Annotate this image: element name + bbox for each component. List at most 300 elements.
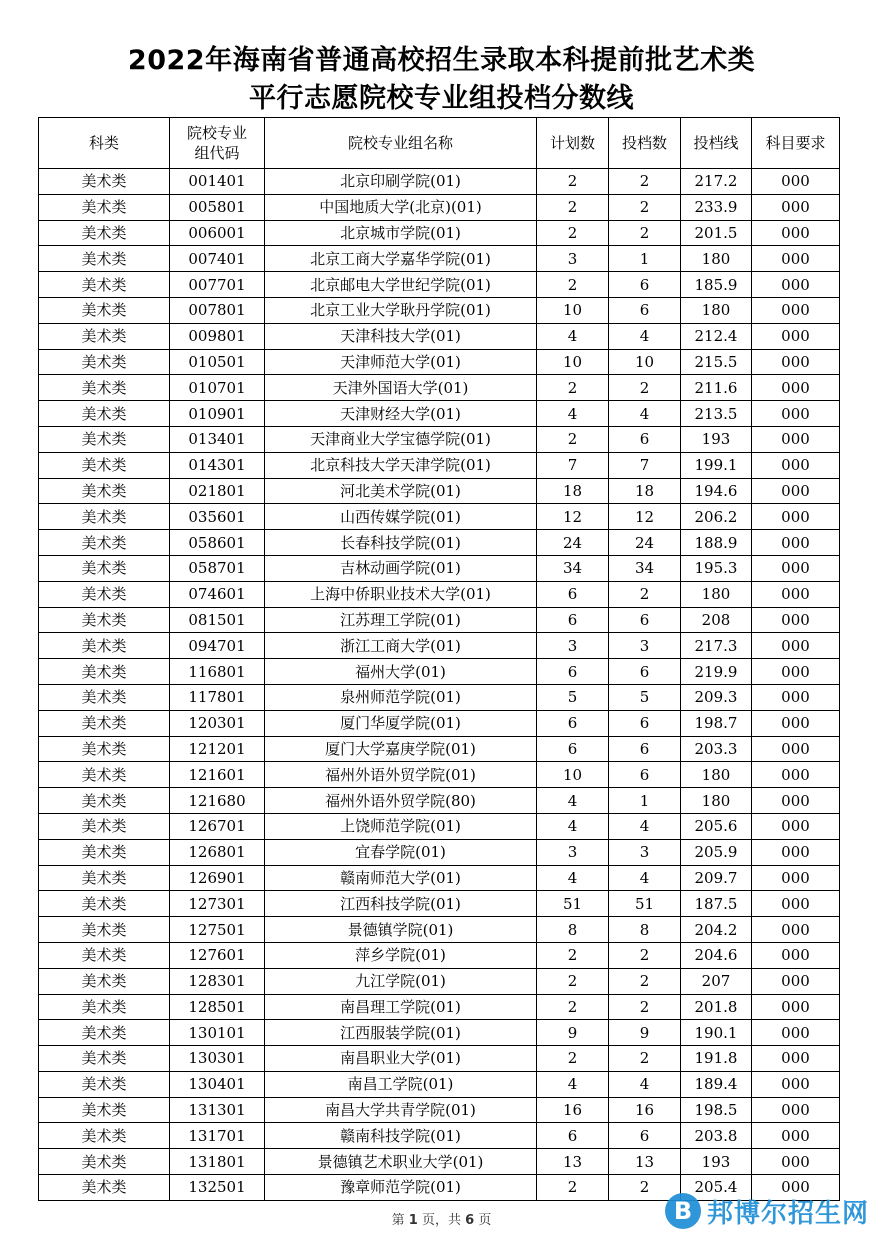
cell-plan-count: 4 bbox=[537, 1071, 609, 1097]
cell-subject-requirement: 000 bbox=[752, 452, 840, 478]
cell-group-name: 吉林动画学院(01) bbox=[265, 555, 537, 581]
table-row bbox=[39, 1149, 840, 1175]
header-group-code bbox=[170, 118, 265, 169]
cell-plan-count: 2 bbox=[537, 220, 609, 246]
cell-subject-requirement: 000 bbox=[752, 942, 840, 968]
cell-group-name: 天津师范大学(01) bbox=[265, 349, 537, 375]
cell-filed-count: 13 bbox=[609, 1149, 681, 1175]
cell-category: 美术类 bbox=[39, 1097, 170, 1123]
cell-subject-requirement: 000 bbox=[752, 813, 840, 839]
cell-subject-requirement: 000 bbox=[752, 1071, 840, 1097]
cell-category: 美术类 bbox=[39, 581, 170, 607]
cell-group-name: 北京城市学院(01) bbox=[265, 220, 537, 246]
cell-plan-count: 18 bbox=[537, 478, 609, 504]
cell-category: 美术类 bbox=[39, 684, 170, 710]
cell-cutoff-score: 194.6 bbox=[681, 478, 752, 504]
cell-subject-requirement: 000 bbox=[752, 272, 840, 298]
document-title-line1: 2022年海南省普通高校招生录取本科提前批艺术类 bbox=[127, 45, 756, 76]
footer-prefix: 第 bbox=[391, 1213, 405, 1228]
cell-category: 美术类 bbox=[39, 1020, 170, 1046]
cell-filed-count: 6 bbox=[609, 1123, 681, 1149]
cell-group-code: 127501 bbox=[170, 917, 265, 943]
cell-group-code: 121680 bbox=[170, 788, 265, 814]
cell-category: 美术类 bbox=[39, 659, 170, 685]
cell-category: 美术类 bbox=[39, 246, 170, 272]
cell-group-code: 117801 bbox=[170, 684, 265, 710]
cell-subject-requirement: 000 bbox=[752, 736, 840, 762]
cell-plan-count: 2 bbox=[537, 194, 609, 220]
cell-group-code: 010701 bbox=[170, 375, 265, 401]
cell-filed-count: 2 bbox=[609, 169, 681, 195]
table-row bbox=[39, 917, 840, 943]
cell-category: 美术类 bbox=[39, 710, 170, 736]
table-row bbox=[39, 762, 840, 788]
cell-cutoff-score: 187.5 bbox=[681, 891, 752, 917]
cell-filed-count: 7 bbox=[609, 452, 681, 478]
table-body bbox=[39, 169, 840, 1201]
cell-category: 美术类 bbox=[39, 555, 170, 581]
cell-plan-count: 6 bbox=[537, 710, 609, 736]
cell-plan-count: 2 bbox=[537, 1175, 609, 1201]
table-row bbox=[39, 788, 840, 814]
cell-filed-count: 5 bbox=[609, 684, 681, 710]
cell-cutoff-score: 209.3 bbox=[681, 684, 752, 710]
cell-plan-count: 4 bbox=[537, 813, 609, 839]
table-row bbox=[39, 478, 840, 504]
cell-filed-count: 18 bbox=[609, 478, 681, 504]
table-row bbox=[39, 994, 840, 1020]
cell-group-name: 北京科技大学天津学院(01) bbox=[265, 452, 537, 478]
cell-cutoff-score: 217.2 bbox=[681, 169, 752, 195]
cell-subject-requirement: 000 bbox=[752, 710, 840, 736]
cell-cutoff-score: 180 bbox=[681, 297, 752, 323]
cell-plan-count: 6 bbox=[537, 607, 609, 633]
cell-plan-count: 51 bbox=[537, 891, 609, 917]
cell-cutoff-score: 201.5 bbox=[681, 220, 752, 246]
cell-plan-count: 12 bbox=[537, 504, 609, 530]
cell-subject-requirement: 000 bbox=[752, 917, 840, 943]
cell-plan-count: 34 bbox=[537, 555, 609, 581]
table-row bbox=[39, 891, 840, 917]
cell-cutoff-score: 201.8 bbox=[681, 994, 752, 1020]
cell-subject-requirement: 000 bbox=[752, 375, 840, 401]
cell-group-name: 上海中侨职业技术大学(01) bbox=[265, 581, 537, 607]
table-row bbox=[39, 607, 840, 633]
cell-plan-count: 3 bbox=[537, 633, 609, 659]
cell-filed-count: 4 bbox=[609, 323, 681, 349]
cell-filed-count: 51 bbox=[609, 891, 681, 917]
cell-filed-count: 34 bbox=[609, 555, 681, 581]
cell-plan-count: 2 bbox=[537, 1046, 609, 1072]
cell-filed-count: 3 bbox=[609, 839, 681, 865]
cell-cutoff-score: 205.9 bbox=[681, 839, 752, 865]
table-row bbox=[39, 323, 840, 349]
table-row bbox=[39, 1020, 840, 1046]
table-row bbox=[39, 349, 840, 375]
cell-group-code: 121601 bbox=[170, 762, 265, 788]
cell-group-code: 126901 bbox=[170, 865, 265, 891]
cell-filed-count: 2 bbox=[609, 1046, 681, 1072]
cell-group-code: 130401 bbox=[170, 1071, 265, 1097]
cell-category: 美术类 bbox=[39, 401, 170, 427]
cell-category: 美术类 bbox=[39, 375, 170, 401]
footer-suffix: 页 bbox=[478, 1213, 492, 1228]
cell-plan-count: 4 bbox=[537, 323, 609, 349]
cell-group-name: 北京工商大学嘉华学院(01) bbox=[265, 246, 537, 272]
cell-category: 美术类 bbox=[39, 169, 170, 195]
table-row bbox=[39, 272, 840, 298]
cell-plan-count: 10 bbox=[537, 762, 609, 788]
watermark-text: 邦博尔招生网 bbox=[706, 1198, 869, 1229]
cell-group-code: 035601 bbox=[170, 504, 265, 530]
table-row bbox=[39, 246, 840, 272]
cell-plan-count: 2 bbox=[537, 375, 609, 401]
cell-plan-count: 6 bbox=[537, 736, 609, 762]
cell-group-name: 江西科技学院(01) bbox=[265, 891, 537, 917]
cell-group-name: 中国地质大学(北京)(01) bbox=[265, 194, 537, 220]
cell-filed-count: 12 bbox=[609, 504, 681, 530]
cell-category: 美术类 bbox=[39, 788, 170, 814]
cell-group-name: 江苏理工学院(01) bbox=[265, 607, 537, 633]
cell-filed-count: 2 bbox=[609, 581, 681, 607]
cell-filed-count: 6 bbox=[609, 762, 681, 788]
cell-subject-requirement: 000 bbox=[752, 323, 840, 349]
cell-subject-requirement: 000 bbox=[752, 968, 840, 994]
cell-group-code: 058701 bbox=[170, 555, 265, 581]
cell-filed-count: 6 bbox=[609, 272, 681, 298]
cell-group-code: 132501 bbox=[170, 1175, 265, 1201]
cell-group-code: 116801 bbox=[170, 659, 265, 685]
cell-group-name: 北京印刷学院(01) bbox=[265, 169, 537, 195]
cell-category: 美术类 bbox=[39, 426, 170, 452]
footer-total-pages: 6 bbox=[465, 1213, 475, 1228]
cell-subject-requirement: 000 bbox=[752, 659, 840, 685]
cell-filed-count: 6 bbox=[609, 710, 681, 736]
cell-category: 美术类 bbox=[39, 1046, 170, 1072]
cell-group-code: 014301 bbox=[170, 452, 265, 478]
table-row bbox=[39, 194, 840, 220]
cell-subject-requirement: 000 bbox=[752, 865, 840, 891]
cell-category: 美术类 bbox=[39, 504, 170, 530]
cell-category: 美术类 bbox=[39, 865, 170, 891]
cell-group-code: 013401 bbox=[170, 426, 265, 452]
cell-category: 美术类 bbox=[39, 891, 170, 917]
cell-cutoff-score: 180 bbox=[681, 788, 752, 814]
cell-cutoff-score: 209.7 bbox=[681, 865, 752, 891]
table-row bbox=[39, 220, 840, 246]
table-row bbox=[39, 401, 840, 427]
table-row bbox=[39, 555, 840, 581]
cell-group-code: 007401 bbox=[170, 246, 265, 272]
cell-group-code: 131801 bbox=[170, 1149, 265, 1175]
table-header-row bbox=[39, 118, 840, 169]
cell-group-code: 081501 bbox=[170, 607, 265, 633]
table-row bbox=[39, 684, 840, 710]
cell-plan-count: 6 bbox=[537, 659, 609, 685]
cell-group-name: 豫章师范学院(01) bbox=[265, 1175, 537, 1201]
cell-cutoff-score: 189.4 bbox=[681, 1071, 752, 1097]
cell-plan-count: 2 bbox=[537, 169, 609, 195]
table-row bbox=[39, 581, 840, 607]
cell-filed-count: 4 bbox=[609, 401, 681, 427]
table-row bbox=[39, 375, 840, 401]
table-row bbox=[39, 659, 840, 685]
cell-group-code: 126801 bbox=[170, 839, 265, 865]
header-filed-count: 投档数 bbox=[609, 118, 681, 169]
header-subject-requirement: 科目要求 bbox=[752, 118, 840, 169]
cell-plan-count: 9 bbox=[537, 1020, 609, 1046]
cell-group-name: 南昌大学共青学院(01) bbox=[265, 1097, 537, 1123]
cell-subject-requirement: 000 bbox=[752, 478, 840, 504]
cell-subject-requirement: 000 bbox=[752, 684, 840, 710]
cell-category: 美术类 bbox=[39, 478, 170, 504]
cell-cutoff-score: 233.9 bbox=[681, 194, 752, 220]
cell-subject-requirement: 000 bbox=[752, 401, 840, 427]
cell-group-code: 006001 bbox=[170, 220, 265, 246]
cell-cutoff-score: 180 bbox=[681, 581, 752, 607]
header-group-code-line2: 组代码 bbox=[194, 144, 240, 162]
cell-cutoff-score: 180 bbox=[681, 762, 752, 788]
cell-subject-requirement: 000 bbox=[752, 788, 840, 814]
cell-subject-requirement: 000 bbox=[752, 1046, 840, 1072]
cell-plan-count: 5 bbox=[537, 684, 609, 710]
cell-cutoff-score: 180 bbox=[681, 246, 752, 272]
cell-subject-requirement: 000 bbox=[752, 1020, 840, 1046]
cell-group-name: 浙江工商大学(01) bbox=[265, 633, 537, 659]
cell-filed-count: 4 bbox=[609, 813, 681, 839]
cell-filed-count: 2 bbox=[609, 942, 681, 968]
cell-filed-count: 6 bbox=[609, 426, 681, 452]
cell-plan-count: 7 bbox=[537, 452, 609, 478]
cell-category: 美术类 bbox=[39, 607, 170, 633]
cell-plan-count: 2 bbox=[537, 968, 609, 994]
cell-group-name: 景德镇艺术职业大学(01) bbox=[265, 1149, 537, 1175]
cell-cutoff-score: 185.9 bbox=[681, 272, 752, 298]
cell-subject-requirement: 000 bbox=[752, 169, 840, 195]
cell-group-code: 127301 bbox=[170, 891, 265, 917]
cell-group-code: 094701 bbox=[170, 633, 265, 659]
cell-cutoff-score: 195.3 bbox=[681, 555, 752, 581]
cell-filed-count: 8 bbox=[609, 917, 681, 943]
cell-group-code: 007701 bbox=[170, 272, 265, 298]
cell-subject-requirement: 000 bbox=[752, 504, 840, 530]
cell-subject-requirement: 000 bbox=[752, 633, 840, 659]
cell-filed-count: 9 bbox=[609, 1020, 681, 1046]
cell-filed-count: 6 bbox=[609, 297, 681, 323]
cell-cutoff-score: 219.9 bbox=[681, 659, 752, 685]
cell-category: 美术类 bbox=[39, 813, 170, 839]
cell-category: 美术类 bbox=[39, 194, 170, 220]
footer-middle: 页，共 bbox=[421, 1213, 461, 1228]
cell-group-name: 北京工业大学耿丹学院(01) bbox=[265, 297, 537, 323]
score-table bbox=[38, 117, 840, 1201]
cell-group-code: 128501 bbox=[170, 994, 265, 1020]
cell-group-code: 009801 bbox=[170, 323, 265, 349]
cell-subject-requirement: 000 bbox=[752, 994, 840, 1020]
cell-filed-count: 2 bbox=[609, 994, 681, 1020]
cell-group-name: 上饶师范学院(01) bbox=[265, 813, 537, 839]
cell-filed-count: 2 bbox=[609, 968, 681, 994]
cell-plan-count: 2 bbox=[537, 942, 609, 968]
cell-group-name: 长春科技学院(01) bbox=[265, 530, 537, 556]
cell-cutoff-score: 193 bbox=[681, 426, 752, 452]
table-row bbox=[39, 169, 840, 195]
cell-filed-count: 1 bbox=[609, 246, 681, 272]
cell-plan-count: 10 bbox=[537, 297, 609, 323]
table-row bbox=[39, 1071, 840, 1097]
cell-cutoff-score: 198.7 bbox=[681, 710, 752, 736]
cell-subject-requirement: 000 bbox=[752, 555, 840, 581]
cell-cutoff-score: 205.4 bbox=[681, 1175, 752, 1201]
table-row bbox=[39, 1123, 840, 1149]
cell-group-name: 天津财经大学(01) bbox=[265, 401, 537, 427]
cell-filed-count: 4 bbox=[609, 1071, 681, 1097]
cell-group-name: 赣南科技学院(01) bbox=[265, 1123, 537, 1149]
cell-category: 美术类 bbox=[39, 349, 170, 375]
cell-filed-count: 4 bbox=[609, 865, 681, 891]
cell-subject-requirement: 000 bbox=[752, 581, 840, 607]
cell-group-name: 山西传媒学院(01) bbox=[265, 504, 537, 530]
table-row bbox=[39, 297, 840, 323]
cell-filed-count: 6 bbox=[609, 659, 681, 685]
cell-category: 美术类 bbox=[39, 1149, 170, 1175]
cell-group-name: 福州外语外贸学院(01) bbox=[265, 762, 537, 788]
cell-group-code: 131701 bbox=[170, 1123, 265, 1149]
cell-plan-count: 10 bbox=[537, 349, 609, 375]
cell-group-code: 126701 bbox=[170, 813, 265, 839]
cell-cutoff-score: 204.6 bbox=[681, 942, 752, 968]
cell-group-name: 厦门大学嘉庚学院(01) bbox=[265, 736, 537, 762]
cell-group-code: 058601 bbox=[170, 530, 265, 556]
cell-subject-requirement: 000 bbox=[752, 349, 840, 375]
table-row bbox=[39, 633, 840, 659]
cell-cutoff-score: 198.5 bbox=[681, 1097, 752, 1123]
table-row bbox=[39, 839, 840, 865]
header-plan-count: 计划数 bbox=[537, 118, 609, 169]
cell-group-name: 福州大学(01) bbox=[265, 659, 537, 685]
cell-subject-requirement: 000 bbox=[752, 891, 840, 917]
cell-group-name: 北京邮电大学世纪学院(01) bbox=[265, 272, 537, 298]
cell-category: 美术类 bbox=[39, 220, 170, 246]
cell-category: 美术类 bbox=[39, 530, 170, 556]
cell-group-name: 南昌职业大学(01) bbox=[265, 1046, 537, 1072]
cell-group-code: 010501 bbox=[170, 349, 265, 375]
cell-group-code: 010901 bbox=[170, 401, 265, 427]
cell-category: 美术类 bbox=[39, 1123, 170, 1149]
cell-category: 美术类 bbox=[39, 297, 170, 323]
header-category: 科类 bbox=[39, 118, 170, 169]
cell-filed-count: 1 bbox=[609, 788, 681, 814]
cell-group-name: 南昌工学院(01) bbox=[265, 1071, 537, 1097]
cell-cutoff-score: 206.2 bbox=[681, 504, 752, 530]
cell-cutoff-score: 193 bbox=[681, 1149, 752, 1175]
cell-subject-requirement: 000 bbox=[752, 1149, 840, 1175]
cell-plan-count: 2 bbox=[537, 272, 609, 298]
cell-cutoff-score: 191.8 bbox=[681, 1046, 752, 1072]
cell-subject-requirement: 000 bbox=[752, 1097, 840, 1123]
cell-subject-requirement: 000 bbox=[752, 220, 840, 246]
cell-cutoff-score: 204.2 bbox=[681, 917, 752, 943]
cell-cutoff-score: 190.1 bbox=[681, 1020, 752, 1046]
cell-filed-count: 10 bbox=[609, 349, 681, 375]
cell-group-code: 128301 bbox=[170, 968, 265, 994]
cell-filed-count: 2 bbox=[609, 375, 681, 401]
cell-subject-requirement: 000 bbox=[752, 194, 840, 220]
cell-category: 美术类 bbox=[39, 452, 170, 478]
cell-category: 美术类 bbox=[39, 968, 170, 994]
cell-plan-count: 4 bbox=[537, 865, 609, 891]
cell-subject-requirement: 000 bbox=[752, 1123, 840, 1149]
cell-filed-count: 6 bbox=[609, 736, 681, 762]
cell-subject-requirement: 000 bbox=[752, 607, 840, 633]
table-row bbox=[39, 426, 840, 452]
watermark bbox=[665, 1190, 869, 1232]
cell-plan-count: 6 bbox=[537, 1123, 609, 1149]
cell-group-name: 福州外语外贸学院(80) bbox=[265, 788, 537, 814]
cell-group-code: 007801 bbox=[170, 297, 265, 323]
cell-subject-requirement: 000 bbox=[752, 762, 840, 788]
cell-group-name: 泉州师范学院(01) bbox=[265, 684, 537, 710]
cell-category: 美术类 bbox=[39, 272, 170, 298]
cell-cutoff-score: 217.3 bbox=[681, 633, 752, 659]
cell-group-name: 天津科技大学(01) bbox=[265, 323, 537, 349]
cell-group-name: 宜春学院(01) bbox=[265, 839, 537, 865]
cell-group-code: 121201 bbox=[170, 736, 265, 762]
cell-cutoff-score: 203.3 bbox=[681, 736, 752, 762]
cell-cutoff-score: 213.5 bbox=[681, 401, 752, 427]
cell-filed-count: 3 bbox=[609, 633, 681, 659]
footer-page-number: 1 bbox=[408, 1213, 418, 1228]
cell-cutoff-score: 199.1 bbox=[681, 452, 752, 478]
cell-group-name: 天津商业大学宝德学院(01) bbox=[265, 426, 537, 452]
cell-subject-requirement: 000 bbox=[752, 297, 840, 323]
table-row bbox=[39, 530, 840, 556]
cell-filed-count: 2 bbox=[609, 1175, 681, 1201]
cell-subject-requirement: 000 bbox=[752, 426, 840, 452]
cell-group-code: 005801 bbox=[170, 194, 265, 220]
header-cutoff-score: 投档线 bbox=[681, 118, 752, 169]
cell-subject-requirement: 000 bbox=[752, 246, 840, 272]
cell-category: 美术类 bbox=[39, 917, 170, 943]
cell-cutoff-score: 211.6 bbox=[681, 375, 752, 401]
cell-subject-requirement: 000 bbox=[752, 839, 840, 865]
table-row bbox=[39, 813, 840, 839]
cell-category: 美术类 bbox=[39, 762, 170, 788]
cell-group-code: 074601 bbox=[170, 581, 265, 607]
cell-category: 美术类 bbox=[39, 633, 170, 659]
cell-category: 美术类 bbox=[39, 1071, 170, 1097]
table-row bbox=[39, 710, 840, 736]
cell-group-code: 130101 bbox=[170, 1020, 265, 1046]
cell-filed-count: 2 bbox=[609, 194, 681, 220]
cell-filed-count: 16 bbox=[609, 1097, 681, 1123]
cell-group-code: 127601 bbox=[170, 942, 265, 968]
cell-group-name: 江西服装学院(01) bbox=[265, 1020, 537, 1046]
cell-group-code: 131301 bbox=[170, 1097, 265, 1123]
table-row bbox=[39, 452, 840, 478]
cell-cutoff-score: 203.8 bbox=[681, 1123, 752, 1149]
cell-cutoff-score: 205.6 bbox=[681, 813, 752, 839]
cell-filed-count: 24 bbox=[609, 530, 681, 556]
cell-plan-count: 2 bbox=[537, 994, 609, 1020]
cell-group-code: 021801 bbox=[170, 478, 265, 504]
cell-plan-count: 3 bbox=[537, 839, 609, 865]
document-title-line2: 平行志愿院校专业组投档分数线 bbox=[249, 83, 634, 114]
cell-category: 美术类 bbox=[39, 994, 170, 1020]
cell-category: 美术类 bbox=[39, 1175, 170, 1201]
table-row bbox=[39, 942, 840, 968]
cell-group-code: 120301 bbox=[170, 710, 265, 736]
